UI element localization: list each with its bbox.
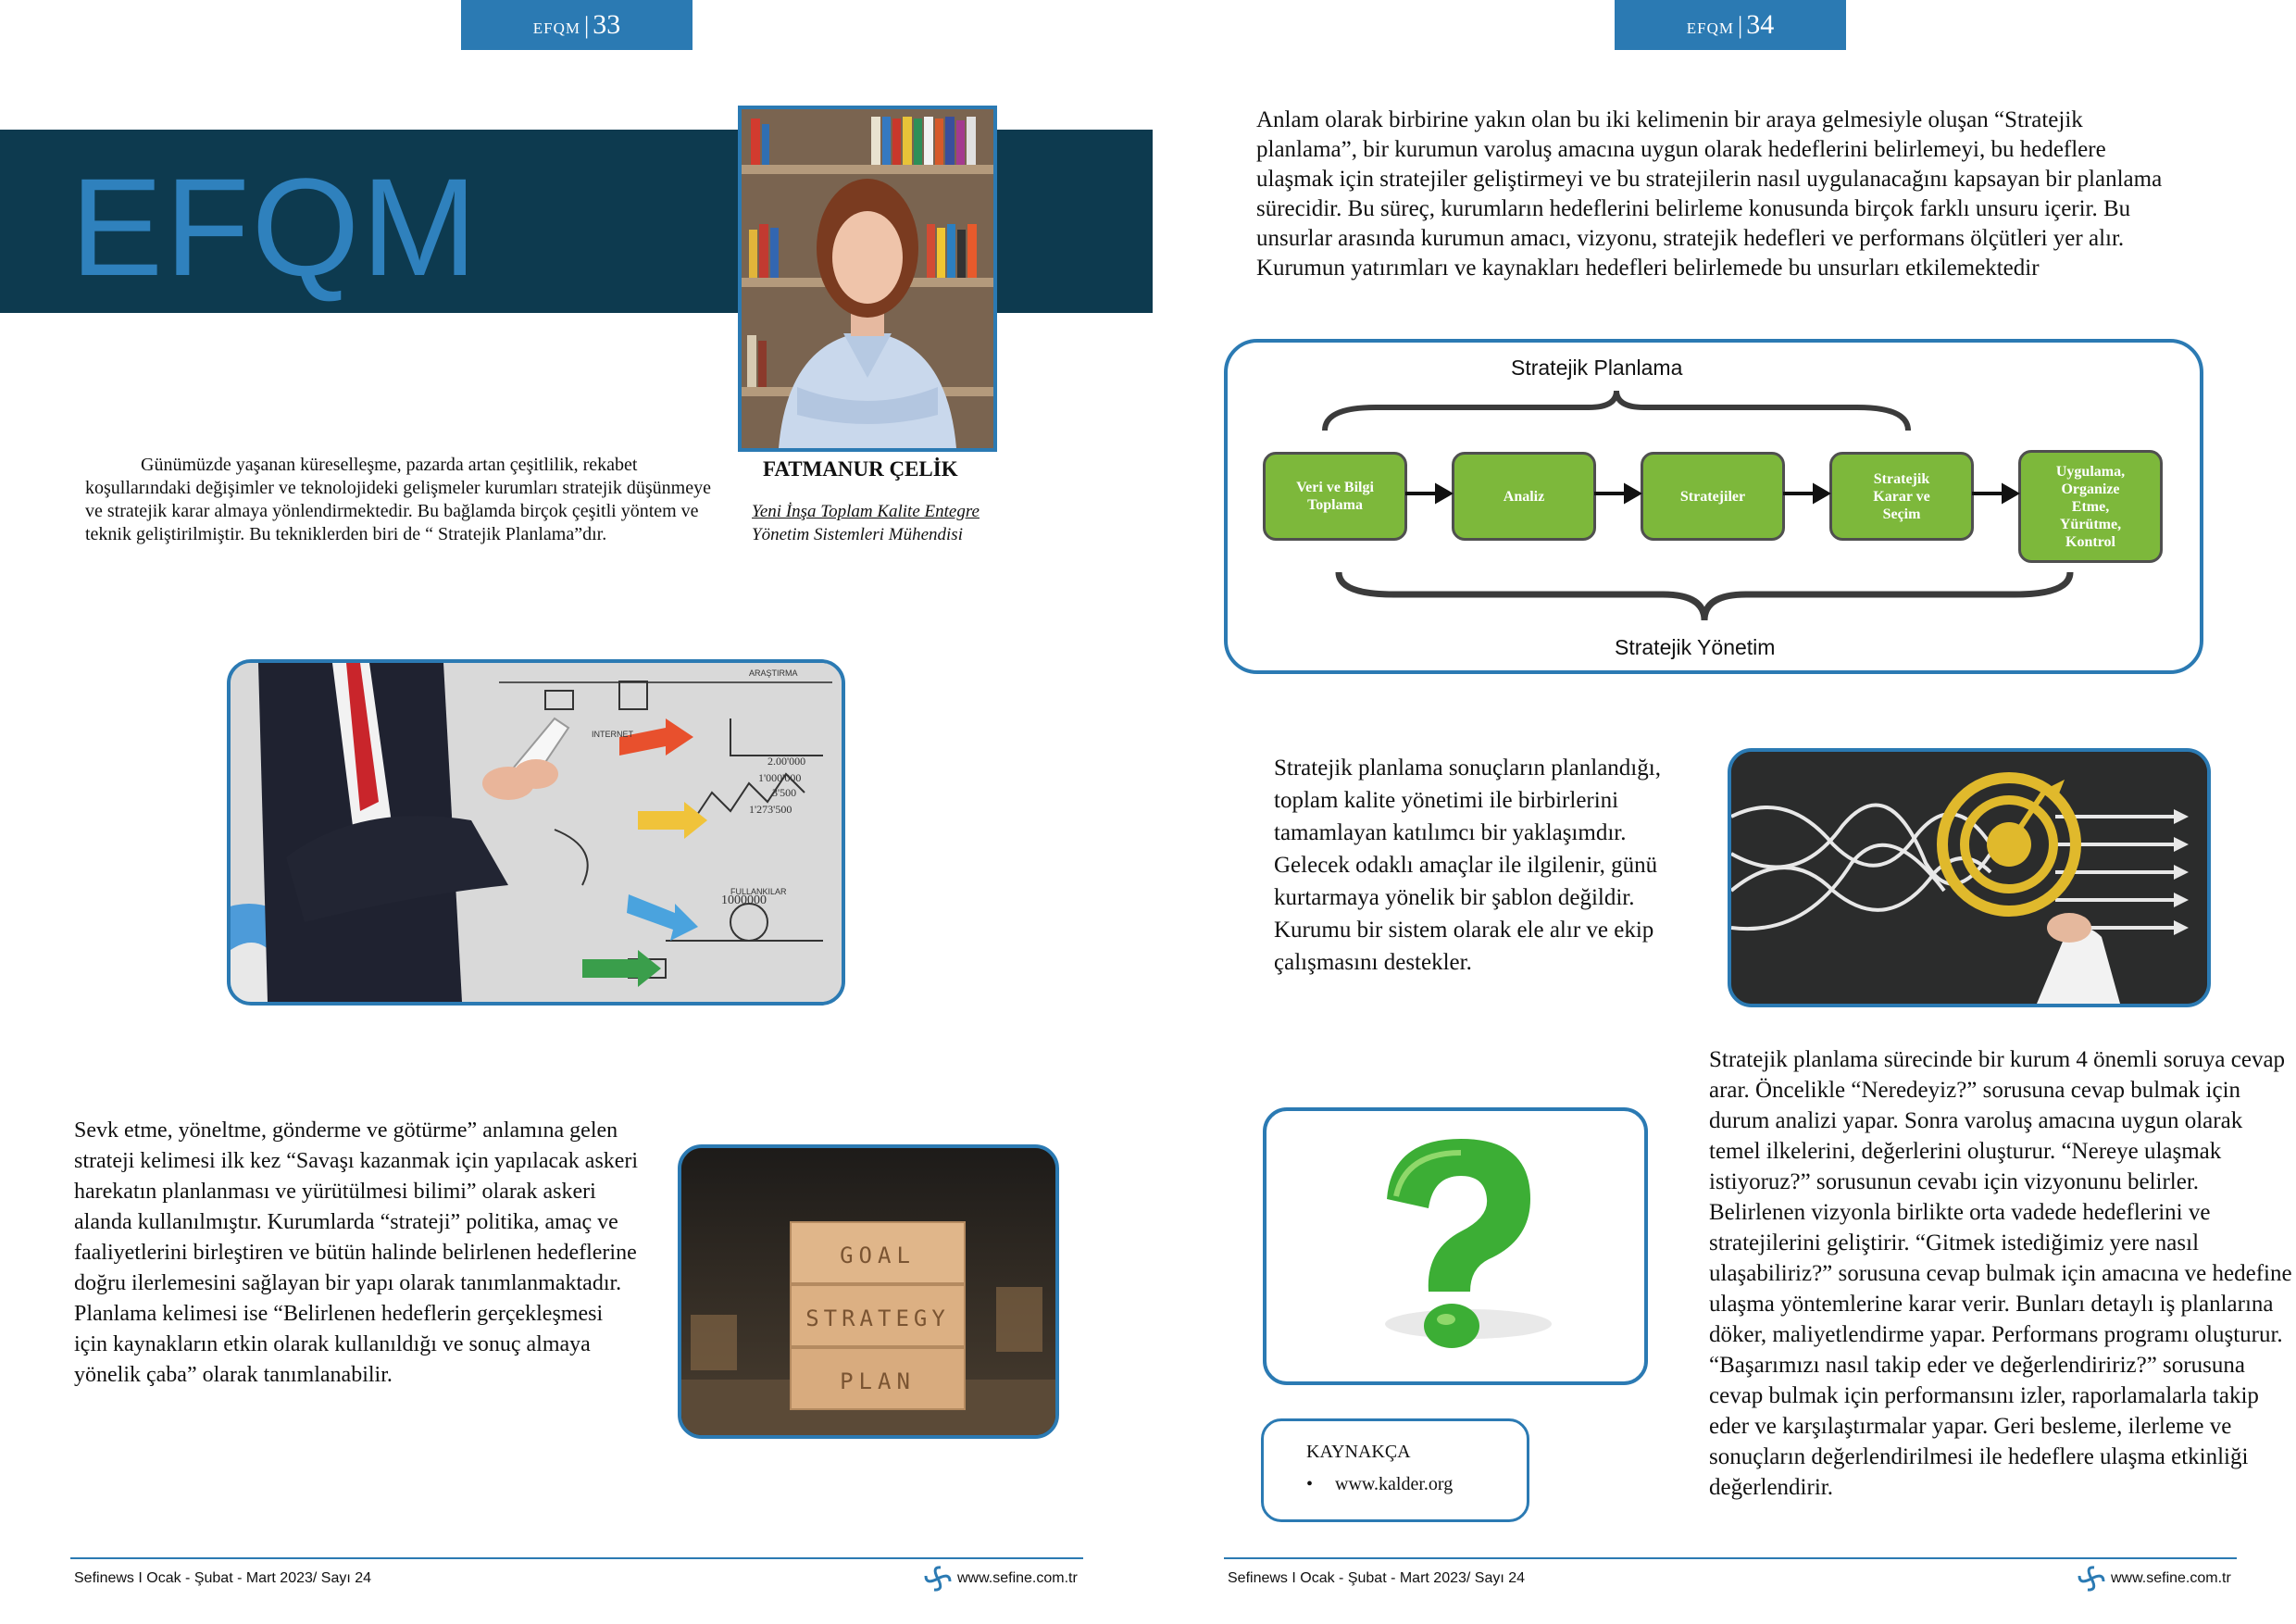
footer-publication-right: Sefinews I Ocak - Şubat - Mart 2023/ Sayı 24 bbox=[1228, 1570, 1526, 1586]
page-tab-34 bbox=[1615, 0, 1846, 50]
step-line: Stratejiler bbox=[1679, 488, 1746, 505]
author-photo-illustration bbox=[742, 109, 993, 448]
image-number-1: 2.00'000 bbox=[767, 755, 806, 768]
footer-website-right bbox=[2076, 1565, 2231, 1593]
author-title-line2: Yönetim Sistemleri Mühendisi bbox=[752, 525, 963, 544]
strategy-text: Sevk etme, yöneltme, gönderme ve götürme” anlamına gelen strateji kelimesi ilk kez “Savaşı kazanmak için yapılacak askeri harekatın planlanması ve yürütülmesi bilimi” olarak askeri alanda kullanılmıştır. Kurumlarda “strateji” politika, amaç ve faaliyetlerini birleştiren ve bütün halinde belirlenen hedeflerine doğru ilerlemesini sağlayan bir yapı olarak tanımlanmaktadır. Planlama kelimesi ise “Belirlenen hedeflerin gerçekleşmesi için kaynakların etkin olarak kullanıldığı ve sonuç almaya yönelik çaba” olarak tanımlanabilir. bbox=[74, 1118, 639, 1387]
author-title bbox=[752, 500, 980, 546]
block-plan: PLAN bbox=[840, 1368, 916, 1394]
banner-title: EFQM bbox=[70, 149, 480, 305]
intro-text: Günümüzde yaşanan küreselleşme, pazarda artan çeşitlilik, rekabet koşullarındaki değişimler ve teknolojideki gelişmeler kurumları stratejik düşünmeye ve stratejik karar almaya yönlendirmektedir. Bu bağlamda birçok çeşitli yöntem ve teknik geliştirilmiştir. Bu tekniklerden biri de “ Stratejik Planlama”dır. bbox=[85, 455, 711, 544]
footer-website-text[interactable]: www.sefine.com.tr bbox=[2111, 1570, 2231, 1586]
top-text: Anlam olarak birbirine yakın olan bu iki kelimenin bir araya gelmesiyle oluşan “Stratejik planlama”, bir kurumun varoluş amacına uygun olarak hedeflerini belirlemeyi, bu hedeflere ulaşmak için stratejiler geliştirmeyi ve bu stratejilerin nasıl uygulanacağını kapsayan bir planlama sürecidir. Bu süreç, kurumların hedeflerini belirleme konusunda birçok farklı unsuru içerir. Bu unsurlar arasında kurumun amacı, vizyonu, stratejik hedefleri ve performans ölçütleri yer alır. Kurumun yatırımları ve kaynakları hedefleri belirlemede bu unsurları etkilemektedir bbox=[1256, 107, 2163, 281]
block-goal: GOAL bbox=[840, 1243, 916, 1268]
block-strategy: STRATEGY bbox=[805, 1305, 950, 1331]
footer-website-text[interactable]: www.sefine.com.tr bbox=[957, 1570, 1078, 1586]
footer-website-left bbox=[922, 1565, 1078, 1593]
reference-item bbox=[1306, 1474, 1527, 1495]
business-tablet-illustration bbox=[231, 663, 842, 1002]
step-line: Seçim bbox=[1882, 506, 1921, 522]
diagram-top-label: Stratejik Planlama bbox=[1511, 356, 1683, 380]
page-tab-33 bbox=[461, 0, 693, 50]
step-line: Toplama bbox=[1307, 497, 1363, 513]
sefine-logo-icon bbox=[2076, 1565, 2107, 1593]
image-number-4: 1'273'500 bbox=[749, 803, 792, 816]
footer-divider-left bbox=[70, 1557, 1083, 1559]
diagram-bottom-label: Stratejik Yönetim bbox=[1615, 635, 1776, 659]
tab-page-number: 34 bbox=[1746, 9, 1775, 40]
step-line: Uygulama, bbox=[2055, 463, 2126, 480]
sefine-logo-icon bbox=[922, 1565, 954, 1593]
wooden-blocks-illustration bbox=[681, 1148, 1055, 1435]
step-line: Organize bbox=[2061, 481, 2120, 497]
tab-label: EFQM bbox=[532, 19, 580, 37]
step-line: Karar ve bbox=[1873, 488, 1930, 505]
step-line: Etme, bbox=[2071, 498, 2110, 515]
author-photo bbox=[738, 106, 997, 452]
footer-divider-right bbox=[1224, 1557, 2237, 1559]
strategic-planning-diagram bbox=[1224, 339, 2203, 674]
strategy-paragraph bbox=[74, 1116, 639, 1391]
image-number-3: 3'500 bbox=[772, 786, 797, 799]
step-line: Stratejik bbox=[1873, 470, 1930, 487]
reference-link[interactable]: www.kalder.org bbox=[1335, 1474, 1454, 1494]
step-line: Analiz bbox=[1503, 488, 1545, 505]
step-line: Yürütme, bbox=[2059, 516, 2122, 532]
image-label-internet: INTERNET bbox=[592, 730, 633, 739]
image-label-fullankilar: FULLANKILAR bbox=[730, 887, 787, 896]
top-paragraph bbox=[1256, 106, 2168, 283]
references-title: KAYNAKÇA bbox=[1306, 1442, 1411, 1462]
intro-paragraph bbox=[85, 435, 715, 565]
tab-separator: | bbox=[584, 12, 590, 39]
step-line: Kontrol bbox=[2065, 533, 2115, 550]
questions-paragraph bbox=[1709, 1044, 2292, 1503]
question-mark-image bbox=[1263, 1107, 1648, 1385]
image-number-2: 1'000'000 bbox=[758, 771, 802, 784]
questions-text: Stratejik planlama sürecinde bir kurum 4 önemli soruya cevap arar. Öncelikle “Neredeyiz?” sorusuna cevap bulmak için durum analizi yapar. Sonra varoluş amacına uygun olarak temel ilkelerini, değerlerini oluşturur. “Nereye ulaşmak istiyoruz?” sorusunun cevabı için vizyonunu belirler. Belirlenen vizyonla birlikte orta vadede hedeflerini ve stratejilerini geliştirir. “Gitmek istediğimiz yere nasıl ulaşabiliriz?” sorusuna cevap bulmak için amacına ve hedefine ulaşma yöntemlerine karar verir. Bunları detaylı iş planlarına döker, maliyetlendirme yapar. Performans programı oluşturur. “Başarımızı nasıl takip eder ve değerlendiririz?” sorusuna cevap bulmak için performansını izler, raporlamalarla takip eder ve karşılaştırmalar yapar. Geri besleme, ilerleme ve sonuçların değerlendirilmesi ile hedeflere ulaşma etkinliği değerlendirir. bbox=[1709, 1047, 2292, 1500]
tab-label: EFQM bbox=[1686, 19, 1734, 37]
question-mark-icon bbox=[1267, 1111, 1644, 1381]
business-tablet-image bbox=[227, 659, 845, 1006]
target-arrows-image bbox=[1728, 748, 2211, 1007]
references-box bbox=[1261, 1418, 1529, 1522]
step-line: Veri ve Bilgi bbox=[1296, 480, 1374, 495]
tab-separator: | bbox=[1738, 12, 1743, 39]
middle-paragraph bbox=[1274, 752, 1691, 979]
author-name: FATMANUR ÇELİK bbox=[763, 457, 958, 481]
goal-strategy-plan-image bbox=[678, 1144, 1059, 1439]
image-number-5: 1000000 bbox=[721, 893, 767, 907]
middle-text: Stratejik planlama sonuçların planlandığı, toplam kalite yönetimi ile birbirlerini tamamlayan katılımcı bir yaklaşımdır. Gelecek odaklı amaçlar ile ilgilenir, günü kurtarmaya yönelik bir şablon değildir. Kurumu bir sistem olarak ele alır ve ekip çalışmasını destekler. bbox=[1274, 756, 1661, 975]
footer-publication-left: Sefinews I Ocak - Şubat - Mart 2023/ Sayı 24 bbox=[74, 1570, 372, 1586]
target-arrows-illustration bbox=[1731, 752, 2207, 1004]
image-label-arastirma: ARAŞTIRMA bbox=[749, 668, 798, 678]
author-title-line1: Yeni İnşa Toplam Kalite Entegre bbox=[752, 502, 980, 521]
tab-page-number: 33 bbox=[593, 9, 621, 40]
bullet-icon: • bbox=[1306, 1474, 1314, 1494]
flow-arrows bbox=[1228, 343, 2200, 676]
